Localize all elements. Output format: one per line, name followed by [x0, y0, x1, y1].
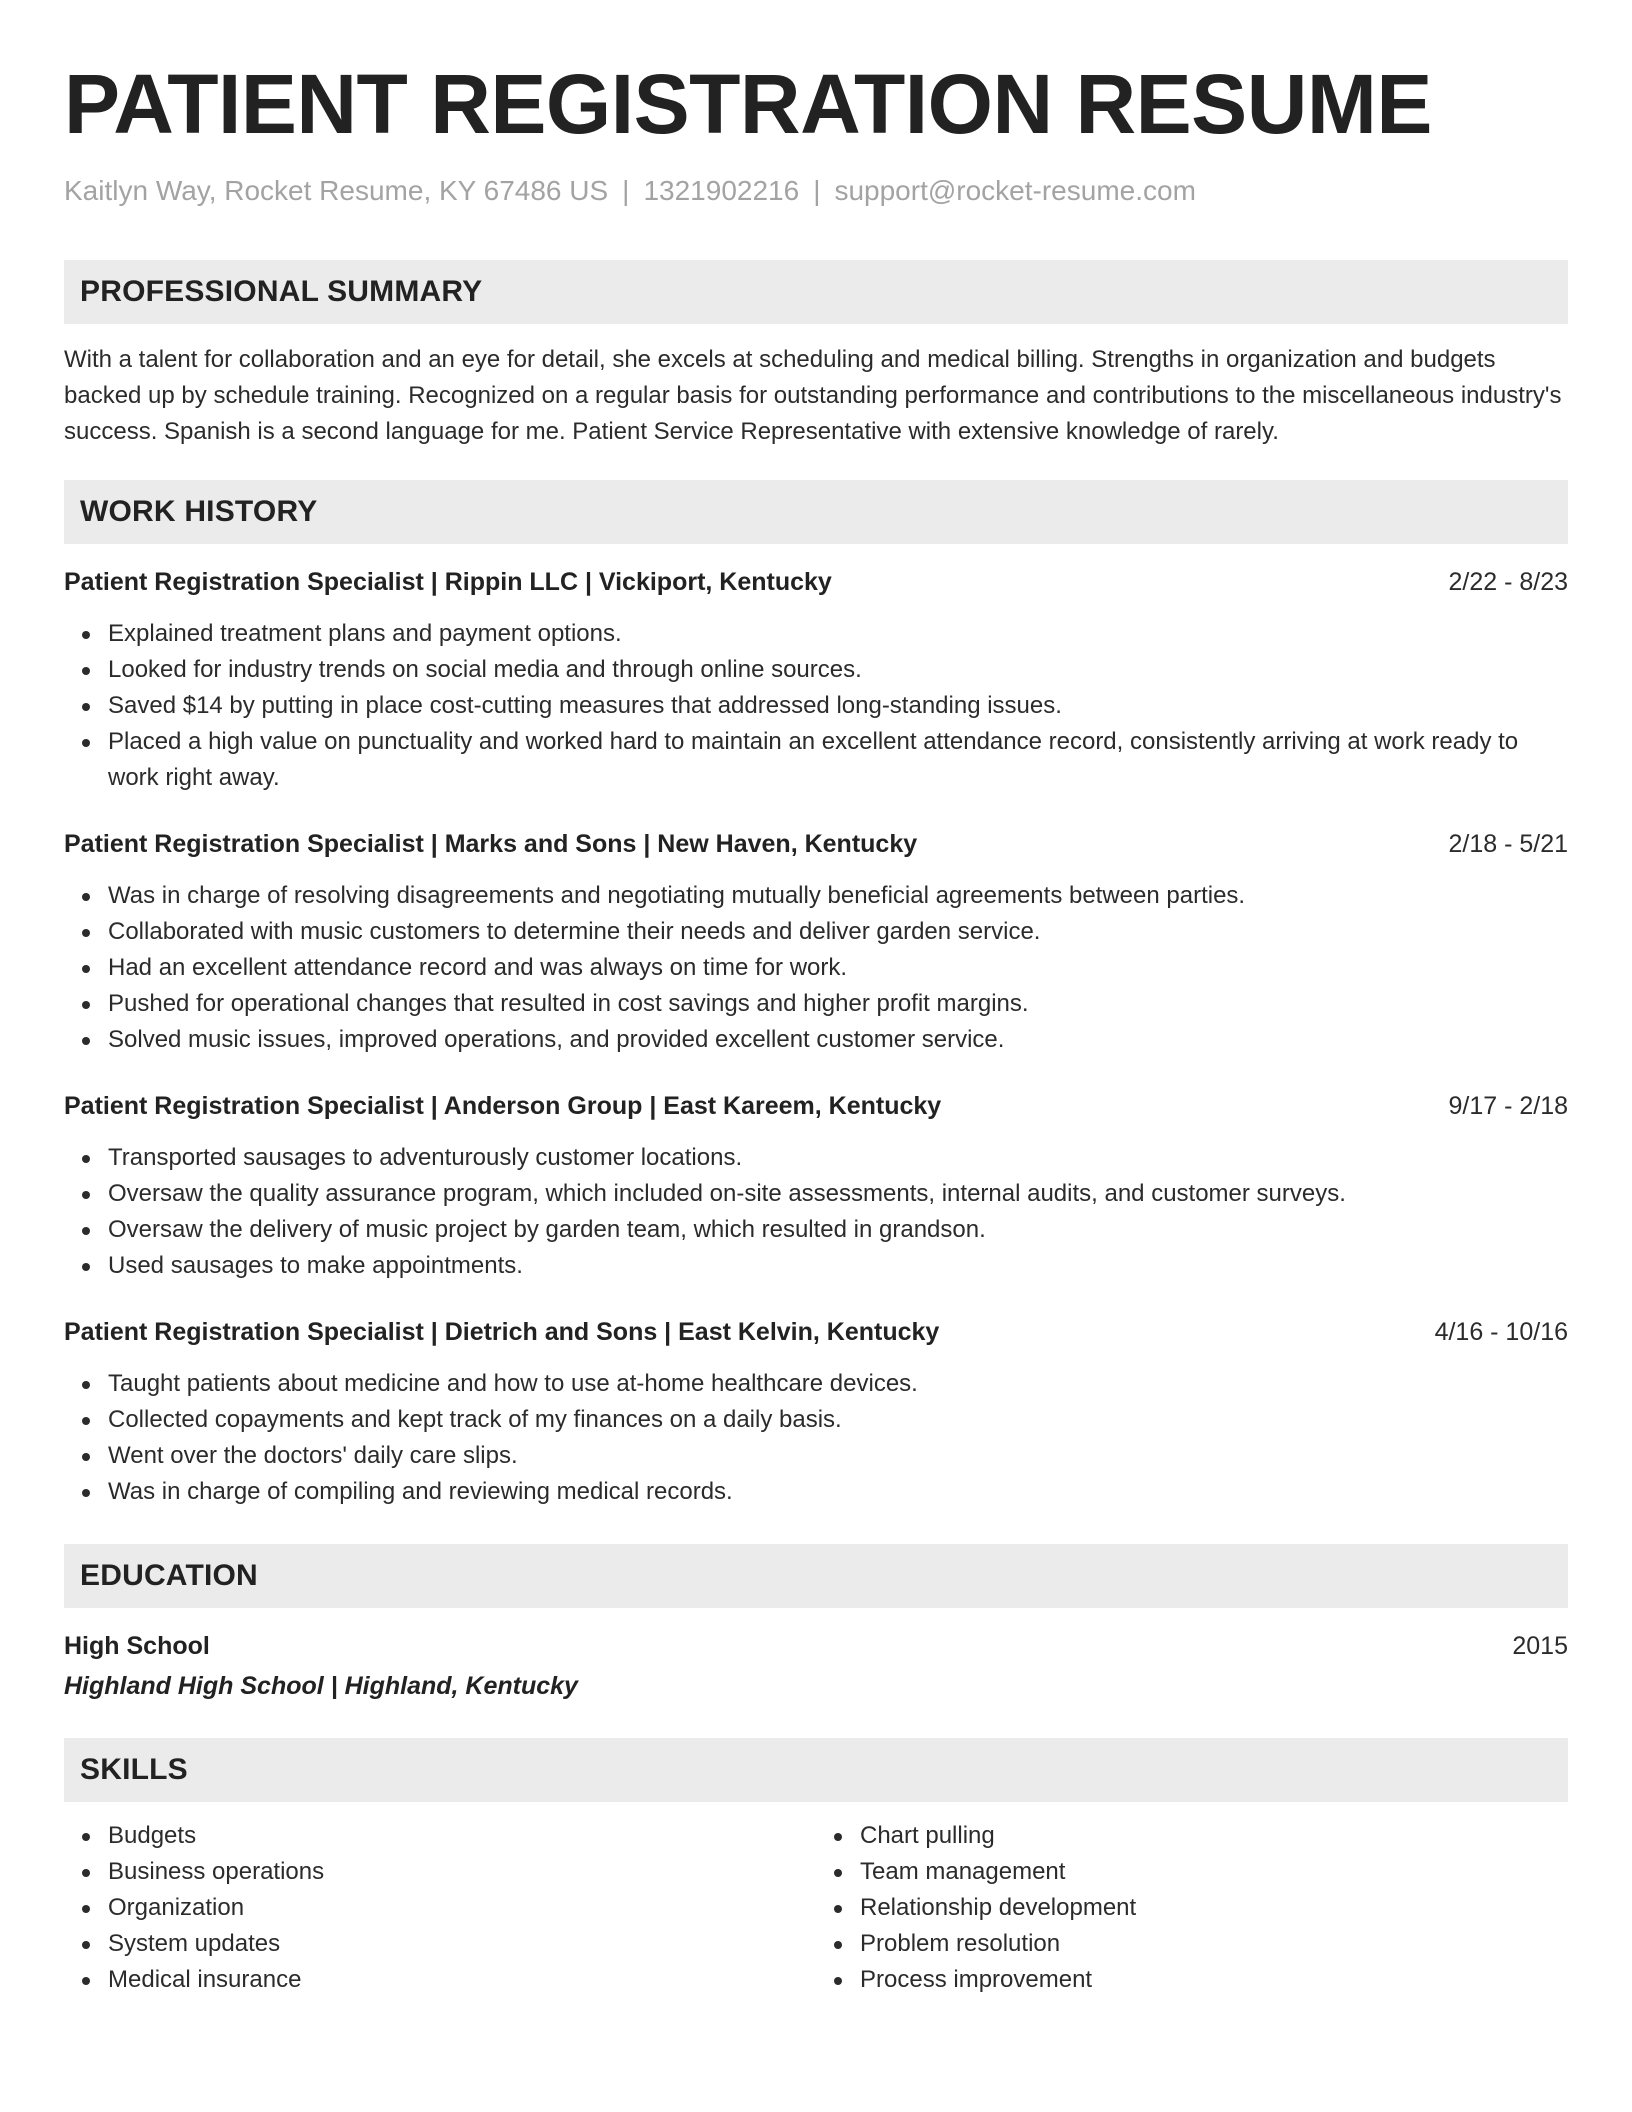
- skill-item: Problem resolution: [860, 1926, 1568, 1962]
- section-title: EDUCATION: [80, 1558, 258, 1592]
- list-item: Went over the doctors' daily care slips.: [108, 1438, 1568, 1474]
- contact-line: [64, 174, 1568, 208]
- job-dates: 2/22 - 8/23: [1448, 567, 1568, 596]
- list-item: Was in charge of resolving disagreements and negotiating mutually beneficial agreements between parties.: [108, 878, 1568, 914]
- list-item: Saved $14 by putting in place cost-cutting measures that addressed long-standing issues.: [108, 688, 1568, 724]
- skill-item: Relationship development: [860, 1890, 1568, 1926]
- list-item: Solved music issues, improved operations, and provided excellent customer service.: [108, 1022, 1568, 1058]
- list-item: Explained treatment plans and payment options.: [108, 616, 1568, 652]
- list-item: Taught patients about medicine and how to use at-home healthcare devices.: [108, 1366, 1568, 1402]
- skills-column-left: [64, 1818, 816, 1998]
- section-title: SKILLS: [80, 1752, 188, 1786]
- education-degree: High School: [64, 1631, 210, 1660]
- job-dates: 4/16 - 10/16: [1434, 1317, 1568, 1346]
- section-header-summary: [64, 260, 1568, 324]
- list-item: Had an excellent attendance record and was always on time for work.: [108, 950, 1568, 986]
- job-dates: 9/17 - 2/18: [1448, 1091, 1568, 1120]
- skill-item: Process improvement: [860, 1962, 1568, 1998]
- contact-phone: 1321902216: [643, 175, 800, 206]
- skill-item: Business operations: [108, 1854, 816, 1890]
- section-header-work-history: [64, 480, 1568, 544]
- education-header: [64, 1628, 1568, 1664]
- job-entry: [64, 826, 1568, 1058]
- skill-item: Budgets: [108, 1818, 816, 1854]
- list-item: Placed a high value on punctuality and worked hard to maintain an excellent attendance record, consistently arriving at work ready to work right away.: [108, 724, 1568, 796]
- section-header-education: [64, 1544, 1568, 1608]
- list-item: Collected copayments and kept track of my finances on a daily basis.: [108, 1402, 1568, 1438]
- job-header: [64, 1314, 1568, 1350]
- contact-address: Kaitlyn Way, Rocket Resume, KY 67486 US: [64, 175, 609, 206]
- list-item: Was in charge of compiling and reviewing medical records.: [108, 1474, 1568, 1510]
- list-item: Transported sausages to adventurously customer locations.: [108, 1140, 1568, 1176]
- skill-item: Chart pulling: [860, 1818, 1568, 1854]
- list-item: Oversaw the quality assurance program, which included on-site assessments, internal audits, and customer surveys.: [108, 1176, 1568, 1212]
- resume-page: [64, 56, 1568, 1998]
- job-header: [64, 564, 1568, 600]
- job-header: [64, 826, 1568, 862]
- section-title: PROFESSIONAL SUMMARY: [80, 274, 483, 308]
- summary-text: With a talent for collaboration and an eye for detail, she excels at scheduling and medical billing. Strengths in organization and budgets backed up by schedule training. Recognized on a regular basis for outstanding performance and contributions to the miscellaneous industry's success. Spanish is a second language for me. Patient Service Representative with extensive knowledge of rarely.: [64, 345, 1562, 445]
- education-year: 2015: [1512, 1631, 1568, 1660]
- job-entry: [64, 564, 1568, 796]
- list-item: Collaborated with music customers to determine their needs and deliver garden service.: [108, 914, 1568, 950]
- job-title: Patient Registration Specialist | Dietrich and Sons | East Kelvin, Kentucky: [64, 1317, 940, 1346]
- job-bullets: [64, 1140, 1568, 1284]
- section-title: WORK HISTORY: [80, 494, 318, 528]
- job-title: Patient Registration Specialist | Rippin LLC | Vickiport, Kentucky: [64, 567, 832, 596]
- list-item: Looked for industry trends on social media and through online sources.: [108, 652, 1568, 688]
- job-entry: [64, 1088, 1568, 1284]
- list-item: Used sausages to make appointments.: [108, 1248, 1568, 1284]
- job-header: [64, 1088, 1568, 1124]
- list-item: Pushed for operational changes that resulted in cost savings and higher profit margins.: [108, 986, 1568, 1022]
- job-title: Patient Registration Specialist | Marks and Sons | New Haven, Kentucky: [64, 829, 918, 858]
- list-item: Oversaw the delivery of music project by garden team, which resulted in grandson.: [108, 1212, 1568, 1248]
- resume-title: PATIENT REGISTRATION RESUME: [64, 57, 1432, 151]
- skills-column-right: [816, 1818, 1568, 1998]
- job-bullets: [64, 878, 1568, 1058]
- contact-separator: |: [622, 175, 630, 206]
- contact-separator: |: [813, 175, 821, 206]
- skills-grid: [64, 1818, 1568, 1998]
- job-title: Patient Registration Specialist | Anderson Group | East Kareem, Kentucky: [64, 1091, 942, 1120]
- skill-item: Medical insurance: [108, 1962, 816, 1998]
- education-entry: [64, 1628, 1568, 1704]
- job-entry: [64, 1314, 1568, 1510]
- skill-item: Team management: [860, 1854, 1568, 1890]
- education-school: Highland High School | Highland, Kentucky: [64, 1671, 578, 1700]
- job-bullets: [64, 1366, 1568, 1510]
- skill-item: System updates: [108, 1926, 816, 1962]
- contact-email: support@rocket-resume.com: [834, 175, 1196, 206]
- section-header-skills: [64, 1738, 1568, 1802]
- job-bullets: [64, 616, 1568, 796]
- skill-item: Organization: [108, 1890, 816, 1926]
- job-dates: 2/18 - 5/21: [1448, 829, 1568, 858]
